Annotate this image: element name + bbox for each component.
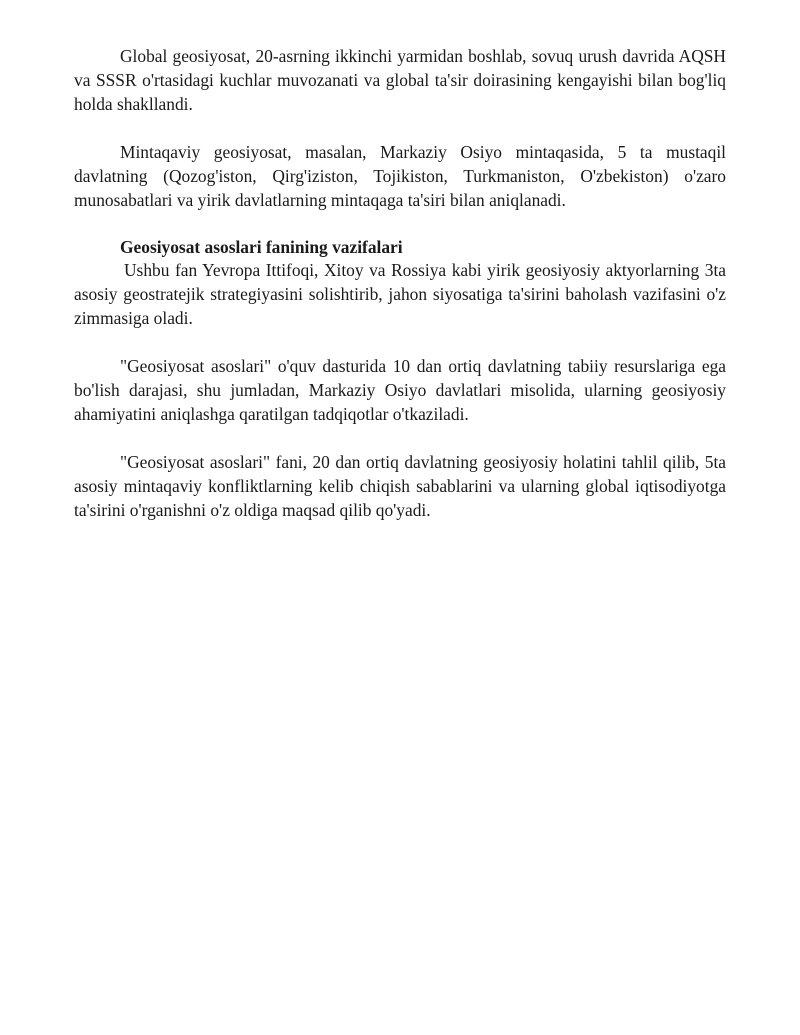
document-page bbox=[74, 44, 726, 522]
paragraph-subject-goal: "Geosiyosat asoslari" fani, 20 dan ortiq davlatning geosiyosiy holatini tahlil qilib, 5ta asosiy mintaqaviy konfliktlarning kelib chiqish sabablarini va ularning global iqtisodiyotga ta'sirini o'rganishni o'z oldiga maqsad qilib qo'yadi. bbox=[74, 452, 726, 520]
paragraph-curriculum-research: "Geosiyosat asoslari" o'quv dasturida 10 dan ortiq davlatning tabiiy resurslariga ega bo'lish darajasi, shu jumladan, Markaziy Osiyo davlatlari misolida, ularning geosiyosiy ahamiyatini aniqlashga qaratilgan tadqiqotlar o'tkaziladi. bbox=[74, 356, 726, 424]
paragraph-regional-geopolitics: Mintaqaviy geosiyosat, masalan, Markaziy Osiyo mintaqasida, 5 ta mustaqil davlatning (Qozog'iston, Qirg'iziston, Tojikiston, Turkmaniston, O'zbekiston) o'zaro munosabatlari va yirik davlatlarning mintaqaga ta'siri bilan aniqlanadi. bbox=[74, 142, 726, 210]
paragraph-global-geopolitics: Global geosiyosat, 20-asrning ikkinchi yarmidan boshlab, sovuq urush davrida AQSH va SSSR o'rtasidagi kuchlar muvozanati va global ta'sir doirasining kengayishi bilan bog'liq holda shakllandi. bbox=[74, 46, 726, 114]
paragraph-subject-tasks: Ushbu fan Yevropa Ittifoqi, Xitoy va Rossiya kabi yirik geosiyosiy aktyorlarning 3ta asosiy geostratejik strategiyasini solishtirib, jahon siyosatiga ta'sirini baholash vazifasini o'z zimmasiga oladi. bbox=[74, 260, 726, 328]
section-heading: Geosiyosat asoslari fanining vazifalari bbox=[120, 237, 403, 257]
